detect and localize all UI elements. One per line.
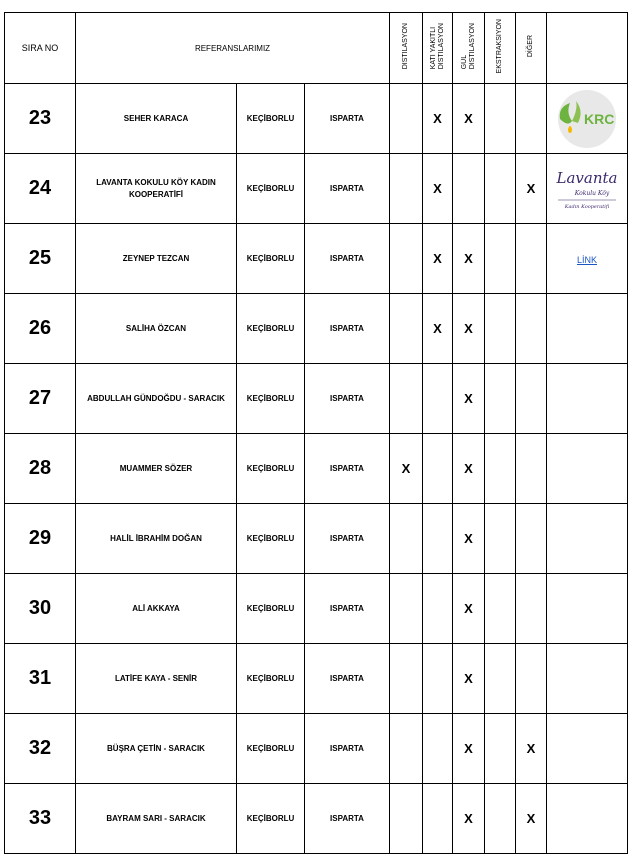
mark-distilasyon [390,644,423,714]
reference-name: BAYRAM SARI - SARACIK [76,784,237,854]
reference-name: LATİFE KAYA - SENİR [76,644,237,714]
mark-ekstraksiyon [485,784,516,854]
reference-ilce: KEÇİBORLU [237,434,305,504]
reference-ilce: KEÇİBORLU [237,294,305,364]
mark-distilasyon [390,154,423,224]
row-number: 31 [5,644,76,714]
mark-gul-distilasyon: X [453,84,485,154]
table-row [5,434,628,504]
table-row [5,84,628,154]
mark-kati-yakitli [423,364,453,434]
reference-ilce: KEÇİBORLU [237,644,305,714]
table-row [5,364,628,434]
mark-diger [516,434,547,504]
row-number: 28 [5,434,76,504]
mark-distilasyon [390,294,423,364]
header-referanslar: REFERANSLARIMIZ [76,13,390,84]
header-extra [547,13,628,84]
reference-ilce: KEÇİBORLU [237,504,305,574]
header-kati-yakitli: KATI YAKITLI DISTILASYON [423,13,453,84]
header-diger: DİĞER [516,13,547,84]
reference-ilce: KEÇİBORLU [237,84,305,154]
mark-distilasyon [390,784,423,854]
mark-gul-distilasyon: X [453,714,485,784]
row-extra-cell [547,574,628,644]
mark-gul-distilasyon: X [453,504,485,574]
table-row [5,644,628,714]
mark-diger: X [516,714,547,784]
mark-gul-distilasyon: X [453,784,485,854]
mark-diger [516,504,547,574]
mark-gul-distilasyon [453,154,485,224]
row-number: 29 [5,504,76,574]
mark-distilasyon [390,224,423,294]
row-extra-cell [547,434,628,504]
table-row [5,294,628,364]
krc-logo-text: KRC [584,110,615,127]
mark-kati-yakitli [423,644,453,714]
table-row [5,504,628,574]
mark-diger [516,84,547,154]
row-extra-cell [547,784,628,854]
table-row [5,574,628,644]
row-extra-cell [547,294,628,364]
reference-link[interactable]: LİNK [576,254,597,265]
mark-distilasyon [390,714,423,784]
reference-il: ISPARTA [305,504,390,574]
table-row [5,714,628,784]
lavanta-logo-line2: Kokulu Köy [574,189,610,197]
references-table [4,12,628,854]
reference-il: ISPARTA [305,224,390,294]
table-row [5,154,628,224]
reference-name: BÜŞRA ÇETİN - SARACIK [76,714,237,784]
mark-ekstraksiyon [485,224,516,294]
mark-gul-distilasyon: X [453,364,485,434]
mark-gul-distilasyon: X [453,294,485,364]
reference-il: ISPARTA [305,714,390,784]
row-number: 24 [5,154,76,224]
mark-diger [516,574,547,644]
mark-ekstraksiyon [485,504,516,574]
header-sira-no: SIRA NO [5,13,76,84]
row-extra-cell [547,644,628,714]
row-number: 27 [5,364,76,434]
row-extra-cell [547,224,628,294]
lavanta-logo-line3: Kadın Kooperatifi [564,203,610,210]
mark-kati-yakitli: X [423,294,453,364]
row-extra-cell [547,504,628,574]
mark-ekstraksiyon [485,644,516,714]
row-number: 33 [5,784,76,854]
mark-kati-yakitli [423,574,453,644]
mark-distilasyon: X [390,434,423,504]
reference-name: ALİ AKKAYA [76,574,237,644]
reference-ilce: KEÇİBORLU [237,714,305,784]
row-extra-cell [547,364,628,434]
mark-gul-distilasyon: X [453,644,485,714]
mark-distilasyon [390,364,423,434]
reference-name: ABDULLAH GÜNDOĞDU - SARACIK [76,364,237,434]
mark-ekstraksiyon [485,84,516,154]
row-number: 26 [5,294,76,364]
reference-il: ISPARTA [305,434,390,504]
reference-ilce: KEÇİBORLU [237,784,305,854]
mark-distilasyon [390,574,423,644]
reference-name: SALİHA ÖZCAN [76,294,237,364]
row-extra-cell [547,154,628,224]
reference-name: ZEYNEP TEZCAN [76,224,237,294]
mark-kati-yakitli: X [423,224,453,294]
reference-name: SEHER KARACA [76,84,237,154]
reference-ilce: KEÇİBORLU [237,154,305,224]
row-extra-cell [547,84,628,154]
header-distilasyon: DISTILASYON [390,13,423,84]
mark-diger: X [516,154,547,224]
mark-ekstraksiyon [485,714,516,784]
mark-diger [516,644,547,714]
krc-logo [550,89,624,149]
mark-ekstraksiyon [485,574,516,644]
row-number: 30 [5,574,76,644]
reference-il: ISPARTA [305,294,390,364]
reference-il: ISPARTA [305,84,390,154]
reference-ilce: KEÇİBORLU [237,574,305,644]
lavanta-logo-line1: Lavanta [556,168,618,187]
mark-kati-yakitli: X [423,154,453,224]
reference-il: ISPARTA [305,784,390,854]
row-extra-cell [547,714,628,784]
reference-il: ISPARTA [305,364,390,434]
mark-diger: X [516,784,547,854]
mark-gul-distilasyon: X [453,434,485,504]
row-number: 32 [5,714,76,784]
mark-ekstraksiyon [485,154,516,224]
mark-ekstraksiyon [485,434,516,504]
header-ekstraksiyon: EKSTRAKSIYON [485,13,516,84]
mark-distilasyon [390,504,423,574]
row-number: 25 [5,224,76,294]
lavanta-logo [552,163,622,215]
mark-kati-yakitli [423,714,453,784]
mark-kati-yakitli [423,504,453,574]
reference-ilce: KEÇİBORLU [237,224,305,294]
reference-name: HALİL İBRAHİM DOĞAN [76,504,237,574]
reference-name: MUAMMER SÖZER [76,434,237,504]
reference-name: LAVANTA KOKULU KÖY KADIN KOOPERATİFİ [76,154,237,224]
reference-il: ISPARTA [305,644,390,714]
reference-il: ISPARTA [305,154,390,224]
mark-ekstraksiyon [485,364,516,434]
mark-gul-distilasyon: X [453,224,485,294]
reference-ilce: KEÇİBORLU [237,364,305,434]
reference-il: ISPARTA [305,574,390,644]
mark-ekstraksiyon [485,294,516,364]
table-row [5,224,628,294]
table-row [5,784,628,854]
row-number: 23 [5,84,76,154]
mark-diger [516,294,547,364]
mark-kati-yakitli: X [423,84,453,154]
header-row [5,13,628,84]
header-gul-distilasyon: GÜL DISTILASYON [453,13,485,84]
mark-distilasyon [390,84,423,154]
mark-diger [516,224,547,294]
mark-diger [516,364,547,434]
mark-kati-yakitli [423,784,453,854]
mark-kati-yakitli [423,434,453,504]
mark-gul-distilasyon: X [453,574,485,644]
